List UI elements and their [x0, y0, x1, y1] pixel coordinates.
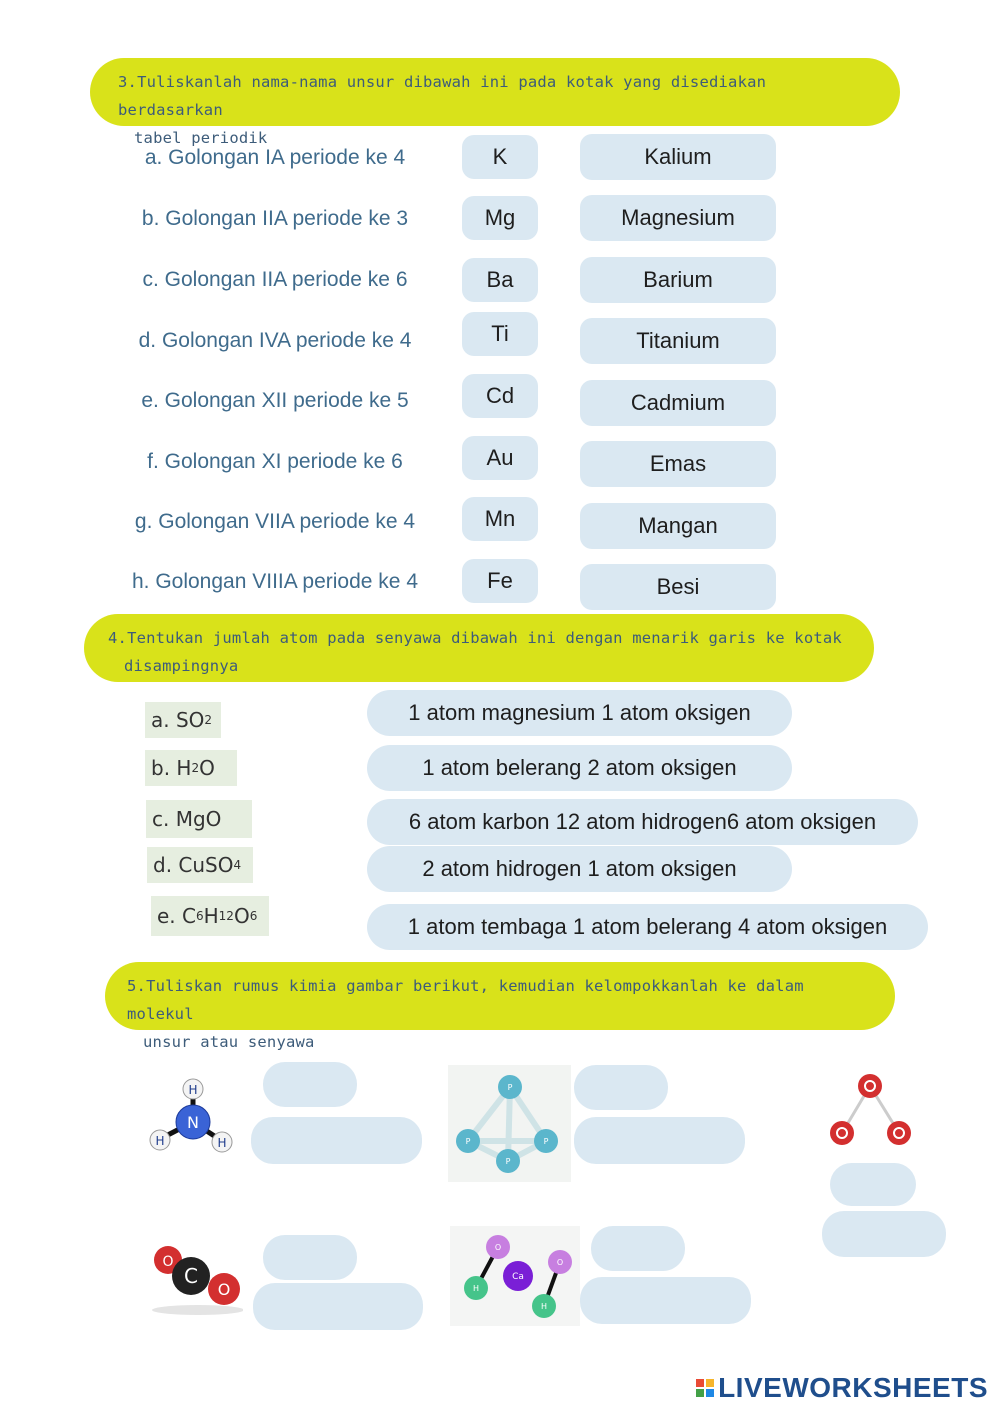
- formula-h2o-suffix: O: [199, 756, 215, 780]
- q3-row-f-label: f. Golongan XI periode ke 6: [147, 450, 403, 473]
- q3-row-g-symbol[interactable]: Mn: [462, 497, 538, 541]
- q3-row-h-label: h. Golongan VIIIA periode ke 4: [131, 570, 419, 593]
- q3-row-g-label: g. Golongan VIIA periode ke 4: [134, 510, 416, 533]
- carbon-label: C: [184, 1264, 198, 1288]
- answer-pill-5[interactable]: 1 atom tembaga 1 atom belerang 4 atom oksigen: [367, 904, 928, 950]
- q3-row-b-name[interactable]: Magnesium: [580, 195, 776, 241]
- q3-row-d-label: d. Golongan IVA periode ke 4: [138, 329, 412, 352]
- q3-row-e-label: e. Golongan XII periode ke 5: [141, 389, 409, 412]
- q3-row-e-symbol[interactable]: Cd: [462, 374, 538, 418]
- co2-type-input[interactable]: [253, 1283, 423, 1330]
- question-4-line2: disampingnya: [124, 657, 239, 675]
- hydrogen-label-3: H: [217, 1136, 227, 1150]
- formula-c6h12o6[interactable]: [151, 896, 269, 936]
- q3-row-h-symbol[interactable]: Fe: [462, 559, 538, 603]
- q3-row-a-label: a. Golongan IA periode ke 4: [144, 146, 406, 169]
- formula-h2o[interactable]: [145, 750, 237, 786]
- q3-row-h-name[interactable]: Besi: [580, 564, 776, 610]
- q3-row-f-symbol[interactable]: Au: [462, 436, 538, 480]
- formula-so2-sub: 2: [204, 713, 213, 727]
- ammonia-formula-input[interactable]: [263, 1062, 357, 1107]
- ozone-molecule: [825, 1072, 917, 1150]
- co2-formula-input[interactable]: [263, 1235, 357, 1280]
- ammonia-type-input[interactable]: [251, 1117, 422, 1164]
- hydroxide-oxygen-label-1: O: [494, 1243, 502, 1252]
- answer-pill-2[interactable]: 1 atom belerang 2 atom oksigen: [367, 745, 792, 791]
- ozone-type-input[interactable]: [822, 1211, 946, 1257]
- question-3-line1: 3.Tuliskanlah nama-nama unsur dibawah ini pada kotak yang disediakan berdasarkan: [118, 73, 767, 119]
- phosphorus-type-input[interactable]: [574, 1117, 745, 1164]
- nitrogen-label: N: [187, 1113, 199, 1132]
- formula-cuso4[interactable]: [147, 847, 253, 883]
- formula-c6h12o6-sub3: 6: [249, 909, 258, 923]
- ozone-formula-input[interactable]: [830, 1163, 916, 1206]
- hydroxide-hydrogen-label-2: H: [540, 1302, 548, 1311]
- question-5-banner: [105, 962, 895, 1051]
- formula-h2o-text: b. H: [151, 756, 192, 780]
- q3-row-a-symbol[interactable]: K: [462, 135, 538, 179]
- phosphorus-formula-input[interactable]: [574, 1065, 668, 1110]
- answer-pill-4[interactable]: 2 atom hidrogen 1 atom oksigen: [367, 846, 792, 892]
- question-4-banner: [84, 614, 874, 682]
- formula-mgo-text: c. MgO: [152, 807, 222, 831]
- caoh2-formula-input[interactable]: [591, 1226, 685, 1271]
- question-3-banner: [90, 58, 900, 147]
- ammonia-molecule: [140, 1075, 240, 1165]
- liveworksheets-mark-icon: [696, 1379, 714, 1397]
- hydrogen-label-2: H: [155, 1134, 165, 1148]
- hydroxide-hydrogen-label-1: H: [472, 1284, 480, 1293]
- formula-mgo[interactable]: [146, 800, 252, 838]
- q3-row-c-symbol[interactable]: Ba: [462, 258, 538, 302]
- calcium-label: Ca: [512, 1272, 524, 1282]
- liveworksheets-brand: LIVEWORKSHEETS: [718, 1372, 988, 1403]
- formula-h2o-sub: 2: [191, 761, 200, 775]
- question-5-line2: unsur atau senyawa: [143, 1033, 315, 1051]
- q3-row-d-name[interactable]: Titanium: [580, 318, 776, 364]
- q3-row-e-name[interactable]: Cadmium: [580, 380, 776, 426]
- oxygen-label-1: O: [162, 1254, 174, 1270]
- liveworksheets-logo: [696, 1372, 988, 1404]
- question-3-line2: tabel periodik: [134, 129, 268, 147]
- calcium-hydroxide-molecule: [450, 1226, 580, 1326]
- q3-row-f-name[interactable]: Emas: [580, 441, 776, 487]
- q3-row-b-symbol[interactable]: Mg: [462, 196, 538, 240]
- formula-cuso4-sub: 4: [233, 858, 242, 872]
- hydroxide-oxygen-label-2: O: [556, 1258, 564, 1267]
- q3-row-d-symbol[interactable]: Ti: [462, 312, 538, 356]
- oxygen-label-2: O: [217, 1280, 231, 1299]
- phosphorus-label-2: P: [465, 1137, 471, 1146]
- formula-cuso4-text: d. CuSO: [153, 853, 234, 877]
- q3-row-b-label: b. Golongan IIA periode ke 3: [141, 207, 409, 230]
- phosphorus-label-4: P: [505, 1157, 511, 1166]
- phosphorus-label-3: P: [543, 1137, 549, 1146]
- q3-row-c-name[interactable]: Barium: [580, 257, 776, 303]
- formula-c6h12o6-c: e. C: [157, 904, 196, 928]
- q3-row-c-label: c. Golongan IIA periode ke 6: [142, 268, 408, 291]
- answer-pill-3[interactable]: 6 atom karbon 12 atom hidrogen6 atom oksigen: [367, 799, 918, 845]
- formula-so2-text: a. SO: [151, 708, 205, 732]
- q3-row-a-name[interactable]: Kalium: [580, 134, 776, 180]
- phosphorus-molecule: [448, 1065, 571, 1182]
- caoh2-type-input[interactable]: [580, 1277, 751, 1324]
- phosphorus-label-1: P: [507, 1083, 513, 1092]
- question-4-line1: 4.Tentukan jumlah atom pada senyawa dibawah ini dengan menarik garis ke kotak: [108, 629, 842, 647]
- formula-c6h12o6-sub1: 6: [195, 909, 204, 923]
- formula-c6h12o6-sub2: 12: [218, 909, 234, 923]
- hydrogen-label-1: H: [188, 1083, 198, 1097]
- question-5-line1: 5.Tuliskan rumus kimia gambar berikut, kemudian kelompokkanlah ke dalam molekul: [127, 977, 804, 1023]
- formula-c6h12o6-o: O: [233, 904, 250, 928]
- answer-pill-1[interactable]: 1 atom magnesium 1 atom oksigen: [367, 690, 792, 736]
- q3-row-g-name[interactable]: Mangan: [580, 503, 776, 549]
- carbon-dioxide-molecule: [148, 1238, 243, 1316]
- formula-so2[interactable]: [145, 702, 221, 738]
- formula-c6h12o6-h: H: [203, 904, 219, 928]
